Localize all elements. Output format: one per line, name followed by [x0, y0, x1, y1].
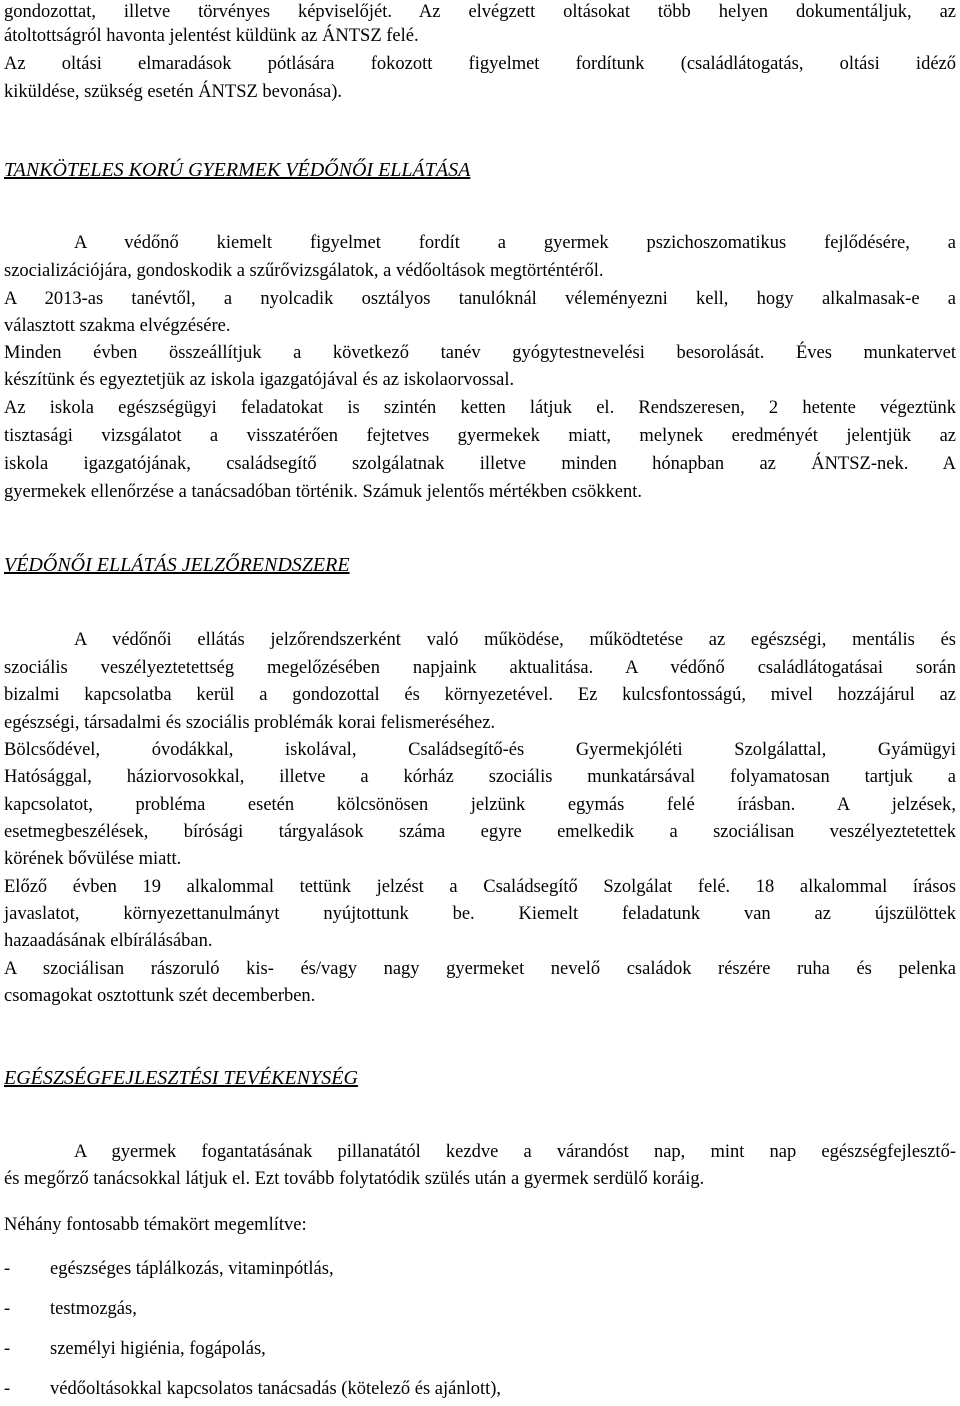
- list-item-text: testmozgás,: [50, 1299, 137, 1319]
- text-line: Előző évben 19 alkalommal tettünk jelzést a Családsegítő Szolgálat felé. 18 alkalommal írásos: [4, 877, 956, 897]
- text-line: A védőnő kiemelt figyelmet fordít a gyermek pszichoszomatikus fejlődésére, a: [74, 233, 956, 253]
- section-heading: TANKÖTELES KORÚ GYERMEK VÉDŐNŐI ELLÁTÁSA: [4, 159, 471, 181]
- list-intro: Néhány fontosabb témakört megemlítve:: [4, 1215, 307, 1235]
- text-line: tisztasági vizsgálatot a visszatérően fejtetves gyermekek miatt, melynek eredményét jelentjük az: [4, 426, 956, 446]
- text-line: hazaadásának elbírálásában.: [4, 931, 213, 951]
- list-item: [4, 1297, 137, 1321]
- text-line: körének bővülése miatt.: [4, 849, 182, 869]
- text-line: A gyermek fogantatásának pillanatától kezdve a várandóst nap, mint nap egészségfejlesztő-: [74, 1142, 956, 1162]
- bullet-marker: -: [4, 1339, 11, 1359]
- text-line: kapcsolatot, probléma esetén kölcsönösen jelzünk egymás felé írásban. A jelzések,: [4, 795, 956, 815]
- text-line: készítünk és egyeztetjük az iskola igazgatójával és az iskolaorvossal.: [4, 370, 515, 390]
- section-heading: VÉDŐNŐI ELLÁTÁS JELZŐRENDSZERE: [4, 554, 350, 576]
- text-line: szocializációjára, gondoskodik a szűrővizsgálatok, a védőoltások megtörténtéről.: [4, 261, 604, 281]
- text-line: A 2013-as tanévtől, a nyolcadik osztályos tanulóknál véleményezni kell, hogy alkalmasak-e a: [4, 289, 956, 309]
- text-line: Bölcsődével, óvodákkal, iskolával, Családsegítő-és Gyermekjóléti Szolgálattal, Gyámügyi: [4, 740, 956, 760]
- text-line: Az iskola egészségügyi feladatokat is szintén ketten látjuk el. Rendszeresen, 2 hetente végeztünk: [4, 398, 956, 418]
- bullet-marker: -: [4, 1379, 11, 1399]
- text-line: gyermekek ellenőrzése a tanácsadóban történik. Számuk jelentős mértékben csökkent.: [4, 482, 643, 502]
- text-line: A védőnői ellátás jelzőrendszerként való működése, működtetése az egészségi, mentális és: [74, 630, 956, 650]
- text-line: javaslatot, környezettanulmányt nyújtottunk be. Kiemelt feladatunk van az újszülöttek: [4, 904, 956, 924]
- text-line: Hatósággal, háziorvosokkal, illetve a kórház szociális munkatársával folyamatosan tartjuk a: [4, 767, 956, 787]
- bullet-marker: -: [4, 1259, 11, 1279]
- list-item-text: személyi higiénia, fogápolás,: [50, 1339, 266, 1359]
- list-item: [4, 1257, 334, 1281]
- list-item-text: egészséges táplálkozás, vitaminpótlás,: [50, 1259, 334, 1279]
- list-item: [4, 1337, 266, 1361]
- text-line: A szociálisan rászoruló kis- és/vagy nagy gyermeket nevelő családok részére ruha és pelenka: [4, 959, 956, 979]
- text-line: esetmegbeszélések, bírósági tárgyalások száma egyre emelkedik a szociálisan veszélyeztetettek: [4, 822, 956, 842]
- text-line: Az oltási elmaradások pótlására fokozott figyelmet fordítunk (családlátogatás, oltási idéző: [4, 54, 956, 74]
- text-line: szociális veszélyeztetettség megelőzésében napjaink aktualitása. A védőnő családlátogatásai során: [4, 658, 956, 678]
- bullet-marker: -: [4, 1299, 11, 1319]
- text-line: csomagokat osztottunk szét decemberben.: [4, 986, 316, 1006]
- section-heading: EGÉSZSÉGFEJLESZTÉSI TEVÉKENYSÉG: [4, 1067, 358, 1089]
- text-line: átoltottságról havonta jelentést küldünk az ÁNTSZ felé.: [4, 26, 419, 46]
- text-line: és megőrző tanácsokkal látjuk el. Ezt tovább folytatódik szülés után a gyermek serdülő koráig.: [4, 1169, 705, 1189]
- text-line: Minden évben összeállítjuk a következő tanév gyógytestnevelési besorolását. Éves munkatervet: [4, 343, 956, 363]
- text-line: iskola igazgatójának, családsegítő szolgálatnak illetve minden hónapban az ÁNTSZ-nek. A: [4, 454, 956, 474]
- text-line: választott szakma elvégzésére.: [4, 316, 231, 336]
- text-line: egészségi, társadalmi és szociális problémák korai felismeréséhez.: [4, 713, 496, 733]
- list-item: [4, 1377, 501, 1401]
- text-line: gondozottat, illetve törvényes képviselőjét. Az elvégzett oltásokat több helyen dokumentáljuk, az: [4, 2, 956, 22]
- list-item-text: védőoltásokkal kapcsolatos tanácsadás (kötelező és ajánlott),: [50, 1379, 502, 1399]
- text-line: bizalmi kapcsolatba kerül a gondozottal és környezetével. Ez kulcsfontosságú, mivel hozzájárul az: [4, 685, 956, 705]
- text-line: kiküldése, szükség esetén ÁNTSZ bevonása).: [4, 82, 343, 102]
